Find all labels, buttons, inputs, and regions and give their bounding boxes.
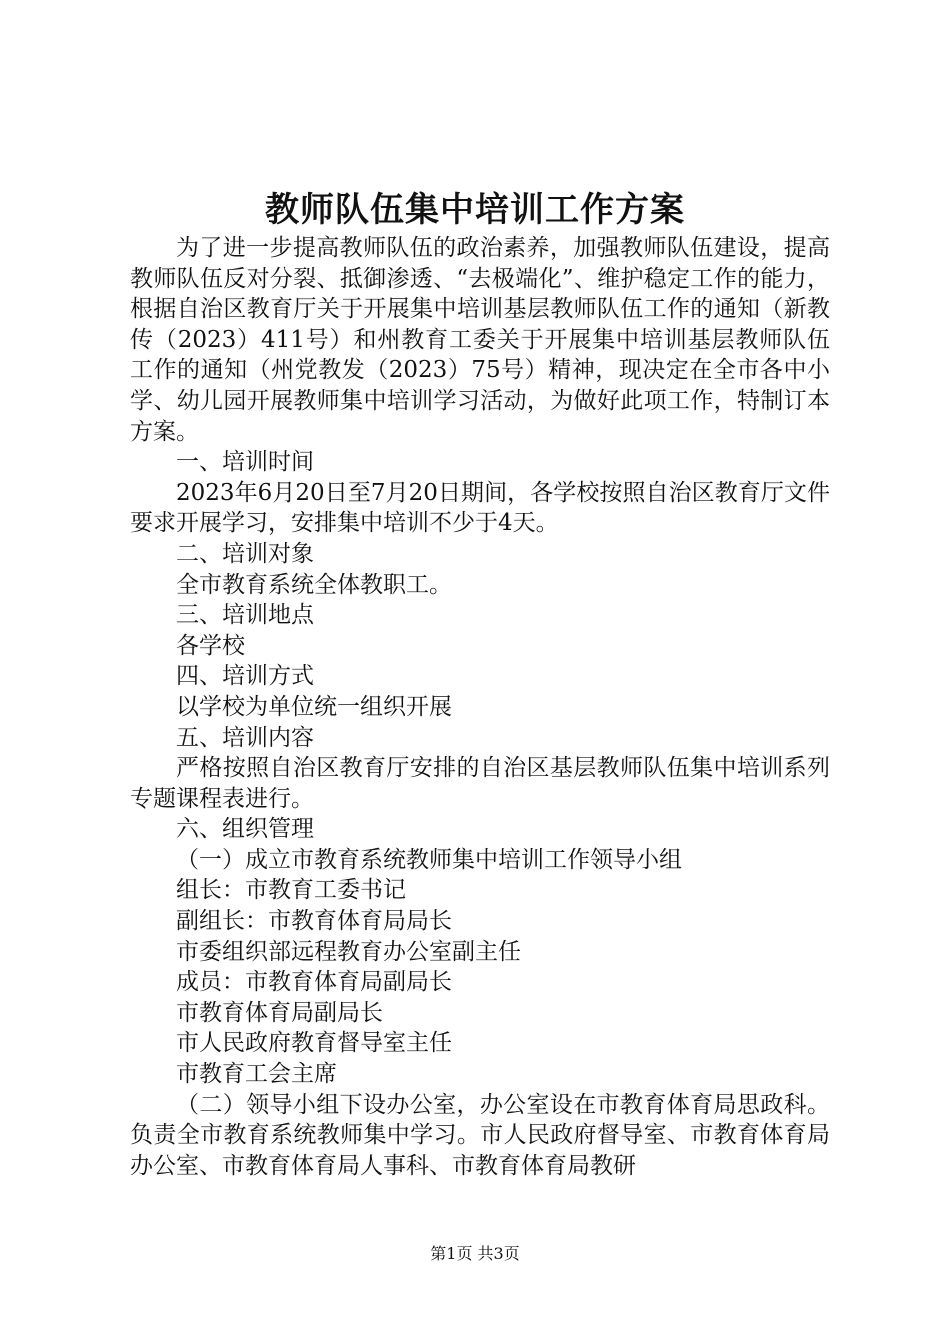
paragraph-method: 以学校为单位统一组织开展 <box>176 693 452 720</box>
section-heading-management: 六、组织管理 <box>176 816 314 843</box>
paragraph-office: （二）领导小组下设办公室，办公室设在市教育体育局思政科。负责全市教育系统教师集中学习。市人民政府督导室、市教育体育局办公室、市教育体育局人事科、市教育体育局教研 <box>130 1091 830 1179</box>
intro-paragraph: 为了进一步提高教师队伍的政治素养，加强教师队伍建设，提高教师队伍反对分裂、抵御渗透、“去极端化”、维护稳定工作的能力，根据自治区教育厅关于开展集中培训基层教师队伍工作的通知（新教传（2023）411号）和州教育工委关于开展集中培训基层教师队伍工作的通知（州党教发（2023）75号）精神，现决定在全市各中小学、幼儿园开展教师集中培训学习活动，为做好此项工作，特制订本方案。 <box>130 235 830 445</box>
member-line: 市教育体育局副局长 <box>176 999 383 1026</box>
page-footer: 第1页 共3页 <box>430 1244 520 1263</box>
section-heading-target: 二、培训对象 <box>176 540 314 567</box>
section-heading-method: 四、培训方式 <box>176 663 314 690</box>
member-line: 市教育工会主席 <box>176 1061 337 1088</box>
member-line: 成员：市教育体育局副局长 <box>176 969 452 996</box>
document-body <box>130 233 830 1181</box>
section-heading-content: 五、培训内容 <box>176 724 314 751</box>
section-heading-location: 三、培训地点 <box>176 602 314 629</box>
paragraph-location: 各学校 <box>176 632 245 659</box>
member-line: 副组长：市教育体育局局长 <box>176 908 452 935</box>
section-heading-time: 一、培训时间 <box>176 449 314 476</box>
subsection-heading-leading-group: （一）成立市教育系统教师集中培训工作领导小组 <box>176 846 682 873</box>
member-line: 组长：市教育工委书记 <box>176 877 406 904</box>
paragraph-content: 严格按照自治区教育厅安排的自治区基层教师队伍集中培训系列专题课程表进行。 <box>130 755 830 812</box>
paragraph-time: 2023年6月20日至7月20日期间，各学校按照自治区教育厅文件要求开展学习，安排集中培训不少于4天。 <box>130 479 830 537</box>
member-line: 市人民政府教育督导室主任 <box>176 1030 452 1057</box>
member-line: 市委组织部远程教育办公室副主任 <box>176 938 521 965</box>
document-title: 教师队伍集中培训工作方案 <box>265 190 685 230</box>
paragraph-target: 全市教育系统全体教职工。 <box>176 571 452 598</box>
